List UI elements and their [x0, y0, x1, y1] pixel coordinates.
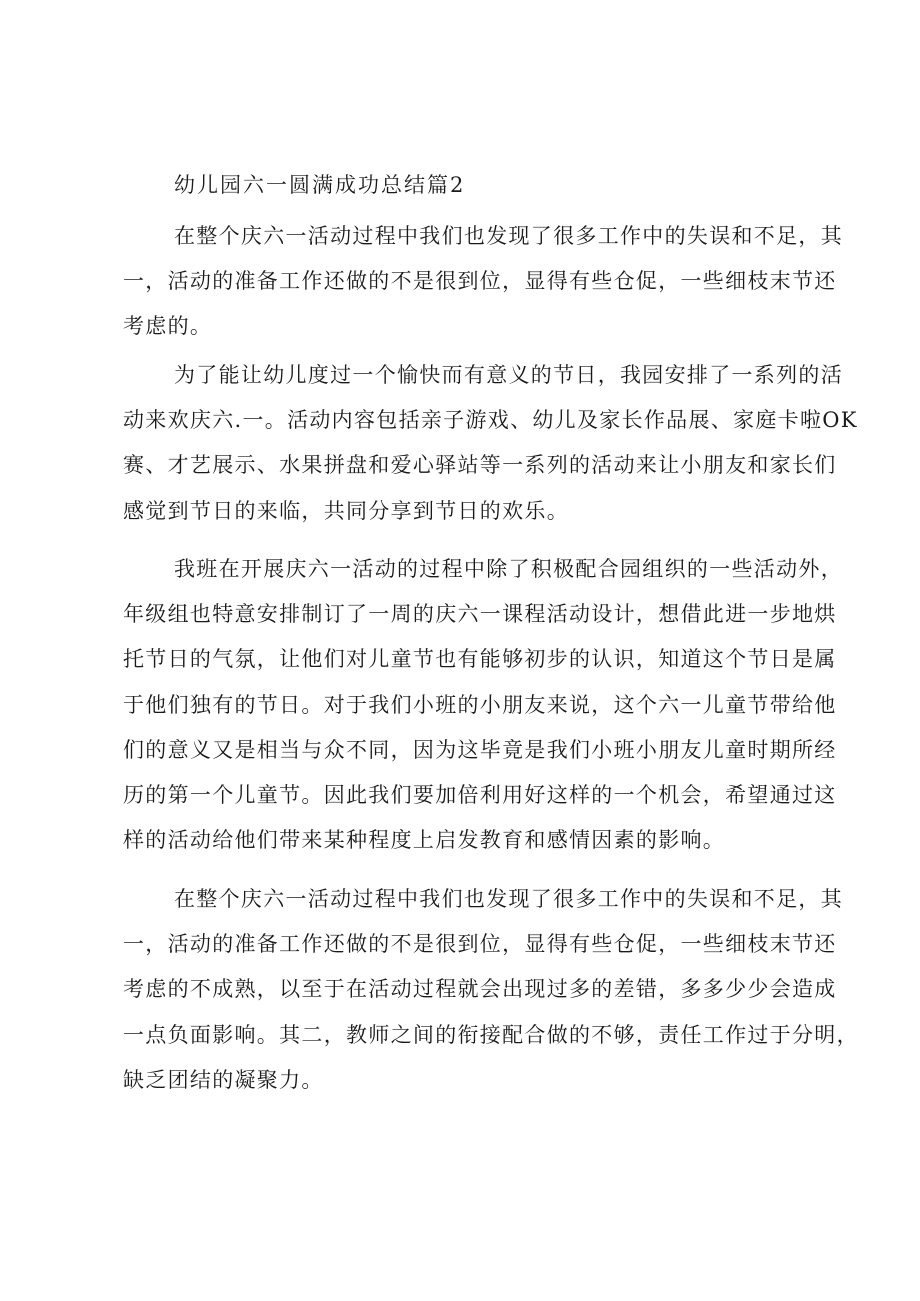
paragraph-line: 们的意义又是相当与众不同，因为这毕竟是我们小班小朋友儿童时期所经	[123, 737, 837, 762]
paragraph-line: 在整个庆六一活动过程中我们也发现了很多工作中的失误和不足，其	[174, 224, 843, 248]
paragraph-line: 考虑的。	[123, 314, 213, 339]
paragraph-1	[123, 214, 843, 350]
paragraph-line: 考虑的不成熟，以至于在活动过程就会出现过多的差错，多多少少会造成	[123, 977, 837, 1002]
paragraph-line: 托节日的气氛，让他们对儿童节也有能够初步的认识，知道这个节日是属	[123, 647, 837, 672]
paragraph-line: 为了能让幼儿度过一个愉快而有意义的节日，我园安排了一系列的活	[174, 363, 843, 387]
paragraph-line: 一，活动的准备工作还做的不是很到位，显得有些仓促，一些细枝末节还	[123, 269, 837, 294]
paragraph-line: 缺乏团结的凝聚力。	[123, 1067, 324, 1092]
document-title: 幼儿园六一圆满成功总结篇2	[174, 173, 466, 197]
paragraph-line: 一点负面影响。其二，教师之间的衔接配合做的不够，责任工作过于分明，	[123, 1022, 859, 1047]
paragraph-line: 年级组也特意安排制订了一周的庆六一课程活动设计，想借此进一步地烘	[123, 602, 837, 627]
paragraph-line: 我班在开展庆六一活动的过程中除了积极配合园组织的一些活动外，	[174, 557, 843, 581]
paragraph-line: 历的第一个儿童节。因此我们要加倍利用好这样的一个机会，希望通过这	[123, 783, 837, 808]
paragraph-4	[123, 877, 859, 1103]
paragraph-line: 在整个庆六一活动过程中我们也发现了很多工作中的失误和不足，其	[174, 887, 843, 911]
paragraph-line: 一，活动的准备工作还做的不是很到位，显得有些仓促，一些细枝末节还	[123, 932, 837, 957]
paragraph-line: 样的活动给他们带来某种程度上启发教育和感情因素的影响。	[123, 828, 726, 853]
paragraph-line: 于他们独有的节日。对于我们小班的小朋友来说，这个六一儿童节带给他	[123, 692, 837, 717]
paragraph-2	[123, 353, 858, 534]
paragraph-line: 赛、才艺展示、水果拼盘和爱心驿站等一系列的活动来让小朋友和家长们	[123, 453, 837, 478]
paragraph-line: 动来欢庆六.一。活动内容包括亲子游戏、幼儿及家长作品展、家庭卡啦OK	[123, 408, 858, 433]
paragraph-3	[123, 547, 843, 863]
paragraph-line: 感觉到节日的来临，共同分享到节日的欢乐。	[123, 498, 569, 523]
